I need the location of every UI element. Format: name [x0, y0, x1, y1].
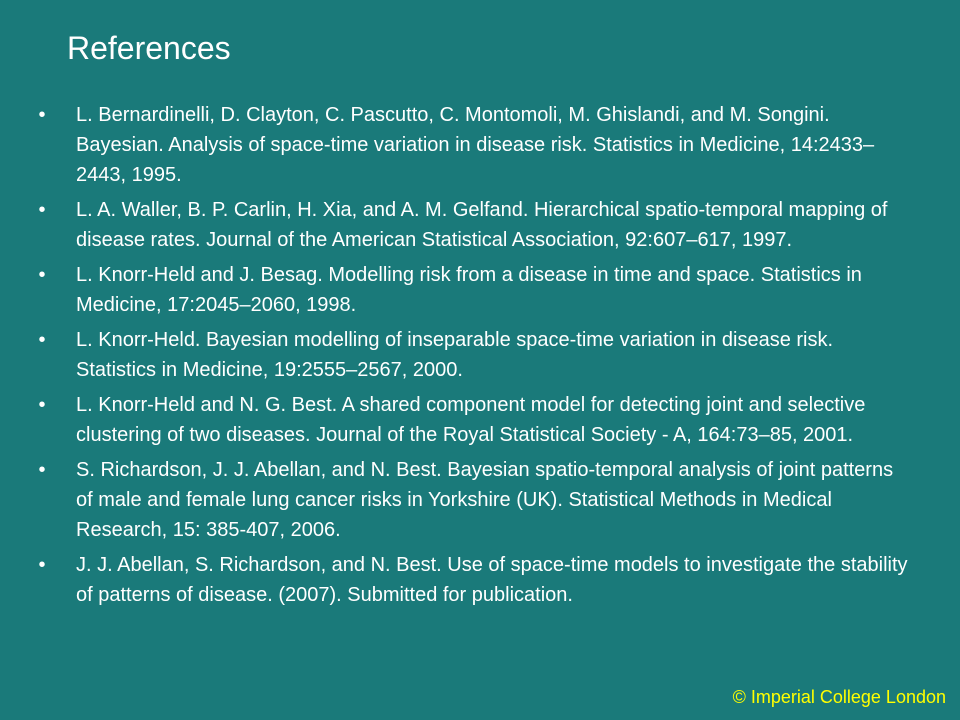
bullet-icon: • — [38, 264, 46, 286]
reference-item — [28, 100, 908, 190]
reference-text: J. J. Abellan, S. Richardson, and N. Best. Use of space-time models to investigate the stability of patterns of disease. (2007). Submitted for publication. — [76, 554, 908, 606]
slide-title: References — [67, 30, 231, 66]
reference-item — [28, 550, 908, 610]
reference-list — [28, 100, 908, 615]
reference-text: S. Richardson, J. J. Abellan, and N. Best. Bayesian spatio-temporal analysis of joint patterns of male and female lung cancer risks in Yorkshire (UK). Statistical Methods in Medical Research, 15: 385-407, 2006. — [76, 459, 894, 541]
reference-text: L. Knorr-Held. Bayesian modelling of inseparable space-time variation in disease risk. Statistics in Medicine, 19:2555–2567, 2000. — [76, 329, 834, 381]
reference-text: L. A. Waller, B. P. Carlin, H. Xia, and A. M. Gelfand. Hierarchical spatio-temporal mapping of disease rates. Journal of the American Statistical Association, 92:607–617, 1997. — [76, 199, 888, 251]
reference-item — [28, 325, 908, 385]
reference-item — [28, 455, 908, 545]
bullet-icon: • — [38, 329, 46, 351]
bullet-icon: • — [38, 459, 46, 481]
reference-item — [28, 195, 908, 255]
bullet-icon: • — [38, 104, 46, 126]
copyright-footer: © Imperial College London — [732, 687, 946, 707]
reference-text: L. Knorr-Held and N. G. Best. A shared component model for detecting joint and selective clustering of two diseases. Journal of the Royal Statistical Society - A, 164:73–85, 2001. — [76, 394, 866, 446]
reference-item — [28, 260, 908, 320]
reference-text: L. Bernardinelli, D. Clayton, C. Pascutto, C. Montomoli, M. Ghislandi, and M. Songini. Bayesian. Analysis of space-time variation in disease risk. Statistics in Medicine, 14:2433–2443, 1995. — [76, 104, 875, 186]
bullet-icon: • — [38, 554, 46, 576]
bullet-icon: • — [38, 394, 46, 416]
reference-item — [28, 390, 908, 450]
bullet-icon: • — [38, 199, 46, 221]
reference-text: L. Knorr-Held and J. Besag. Modelling risk from a disease in time and space. Statistics in Medicine, 17:2045–2060, 1998. — [76, 264, 862, 316]
